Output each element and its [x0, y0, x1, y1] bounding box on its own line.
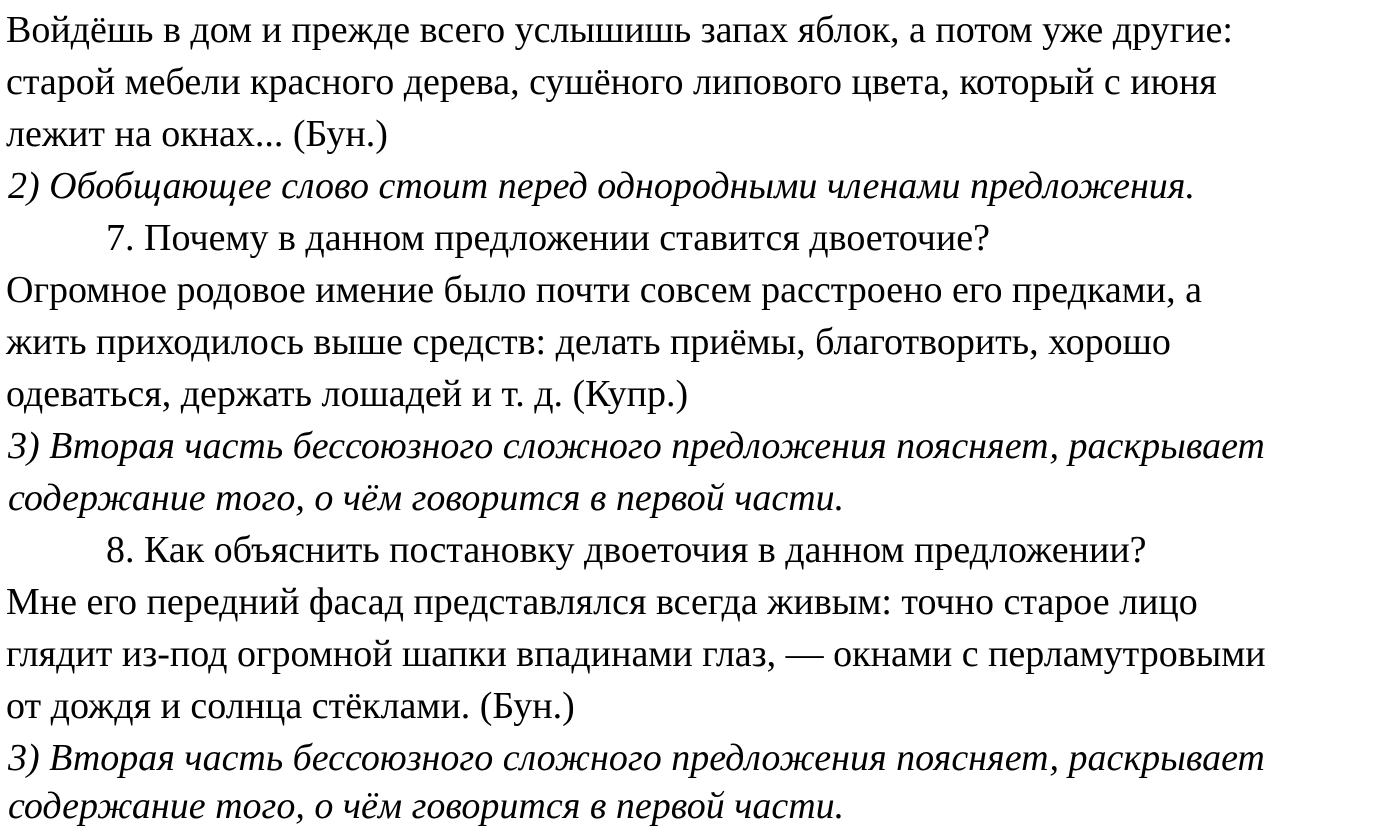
text-line: Мне его передний фасад представлялся всегда живым: точно старое лицо — [6, 581, 1198, 623]
question-heading: 8. Как объяснить постановку двоеточия в данном предложении? — [106, 529, 1147, 571]
text-line: Войдёшь в дом и прежде всего услышишь запах яблок, а потом уже другие: — [6, 9, 1233, 51]
answer-line: 3) Вторая часть бессоюзного сложного предложения поясняет, раскрывает — [8, 737, 1265, 779]
text-line: жить приходилось выше средств: делать приёмы, благотворить, хорошо — [6, 321, 1171, 363]
answer-line: содержание того, о чём говорится в первой части. — [8, 477, 845, 519]
answer-line: 3) Вторая часть бессоюзного сложного предложения поясняет, раскрывает — [8, 425, 1265, 467]
text-line: старой мебели красного дерева, сушёного липового цвета, который с июня — [6, 61, 1217, 103]
text-line: одеваться, держать лошадей и т. д. (Купр.) — [6, 373, 689, 415]
text-line: Огромное родовое имение было почти совсем расстроено его предками, а — [6, 269, 1202, 311]
answer-line: 2) Обобщающее слово стоит перед однородными членами предложения. — [8, 165, 1195, 207]
answer-line: содержание того, о чём говорится в первой части. — [8, 785, 845, 827]
text-line: от дождя и солнца стёклами. (Бун.) — [6, 685, 575, 727]
text-line: лежит на окнах... (Бун.) — [6, 113, 388, 155]
question-heading: 7. Почему в данном предложении ставится двоеточие? — [106, 217, 990, 259]
text-line: глядит из-под огромной шапки впадинами глаз, — окнами с перламутровыми — [6, 633, 1266, 675]
